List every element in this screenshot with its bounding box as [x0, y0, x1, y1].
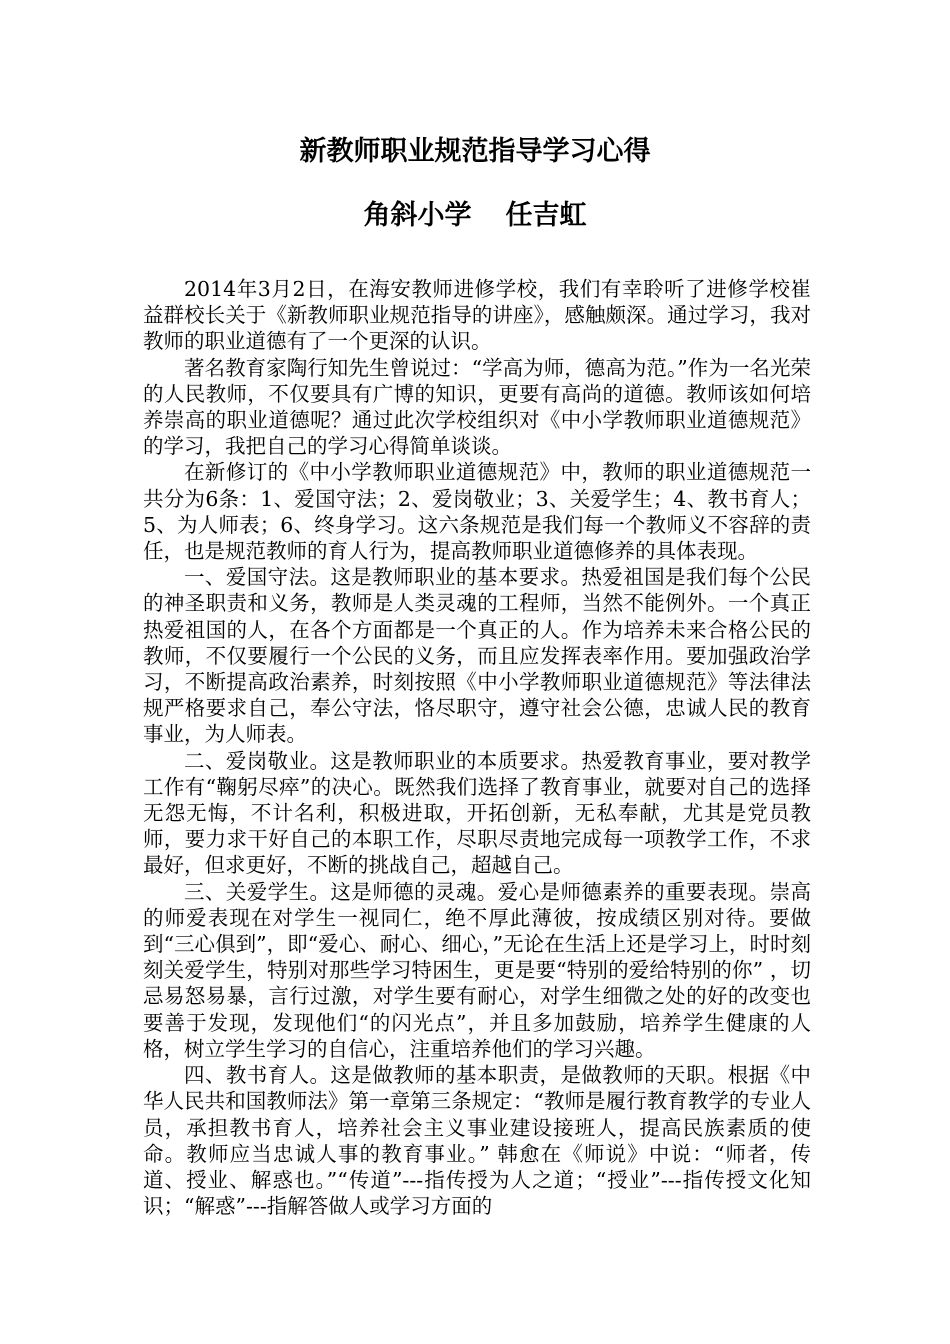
author-line [0, 196, 950, 236]
paragraph-quote: 著名教育家陶行知先生曾说过：“学高为师，德高为范。”作为一名光荣的人民教师，不仅要具有广博的知识，更要有高尚的道德。教师该如何培养崇高的职业道德呢？通过此次学校组织对《中小学教师职业道德规范》的学习，我把自己的学习心得简单谈谈。 [143, 355, 811, 459]
paragraph-intro: 2014年3月2日，在海安教师进修学校，我们有幸聆听了进修学校崔益群校长关于《新教师职业规范指导的讲座》，感触颇深。通过学习，我对教师的职业道德有了一个更深的认识。 [143, 277, 811, 354]
document-body [143, 276, 811, 1219]
paragraph-six-rules: 在新修订的《中小学教师职业道德规范》中，教师的职业道德规范一共分为6条：1、爱国守法；2、爱岗敬业；3、关爱学生；4、教书育人；5、为人师表；6、终身学习。这六条规范是我们每一个教师义不容辞的责任，也是规范教师的育人行为，提高教师职业道德修养的具体表现。 [143, 460, 811, 564]
paragraph-teaching: 四、教书育人。这是做教师的基本职责，是做教师的天职。根据《中华人民共和国教师法》第一章第三条规定：“教师是履行教育教学的专业人员，承担教书育人，培养社会主义事业建设接班人，提高民族素质的使命。教师应当忠诚人事的教育事业。” 韩愈在《师说》中说：“师者，传道、授业、解惑也。”“传道”---指传授为人之道；“授业”---指传授文化知识；“解惑”---指解答做人或学习方面的 [143, 1063, 811, 1219]
document-title: 新教师职业规范指导学习心得 [299, 136, 651, 167]
paragraph-patriotism: 一、爱国守法。这是教师职业的基本要求。热爱祖国是我们每个公民的神圣职责和义务，教师是人类灵魂的工程师，当然不能例外。一个真正热爱祖国的人，在各个方面都是一个真正的人。作为培养未来合格公民的教师，不仅要履行一个公民的义务，而且应发挥表率作用。要加强政治学习，不断提高政治素养，时刻按照《中小学教师职业道德规范》等法律法规严格要求自己，奉公守法，恪尽职守，遵守社会公德，忠诚人民的教育事业，为人师表。 [143, 565, 811, 747]
author-name: 任吉虹 [505, 200, 587, 231]
paragraph-caring: 三、关爱学生。这是师德的灵魂。爱心是师德素养的重要表现。崇高的师爱表现在对学生一视同仁，绝不厚此薄彼，按成绩区别对待。要做到“三心俱到”，即“爱心、耐心、细心，”无论在生活上还是学习上，时时刻刻关爱学生，特别对那些学习特困生，更是要“特别的爱给特别的你” ，切忌易怒易暴，言行过激，对学生要有耐心，对学生细微之处的好的改变也要善于发现，发现他们“的闪光点”，并且多加鼓励，培养学生健康的人格，树立学生学习的自信心，注重培养他们的学习兴趣。 [143, 879, 811, 1061]
school-name: 角斜小学 [363, 200, 472, 231]
paragraph-dedication: 二、爱岗敬业。这是教师职业的本质要求。热爱教育事业，要对教学工作有“鞠躬尽瘁”的决心。既然我们选择了教育事业，就要对自己的选择无怨无悔，不计名利，积极进取，开拓创新，无私奉献，尤其是党员教师，要力求干好自己的本职工作，尽职尽责地完成每一项教学工作，不求最好，但求更好，不断的挑战自己，超越自己。 [143, 748, 811, 878]
